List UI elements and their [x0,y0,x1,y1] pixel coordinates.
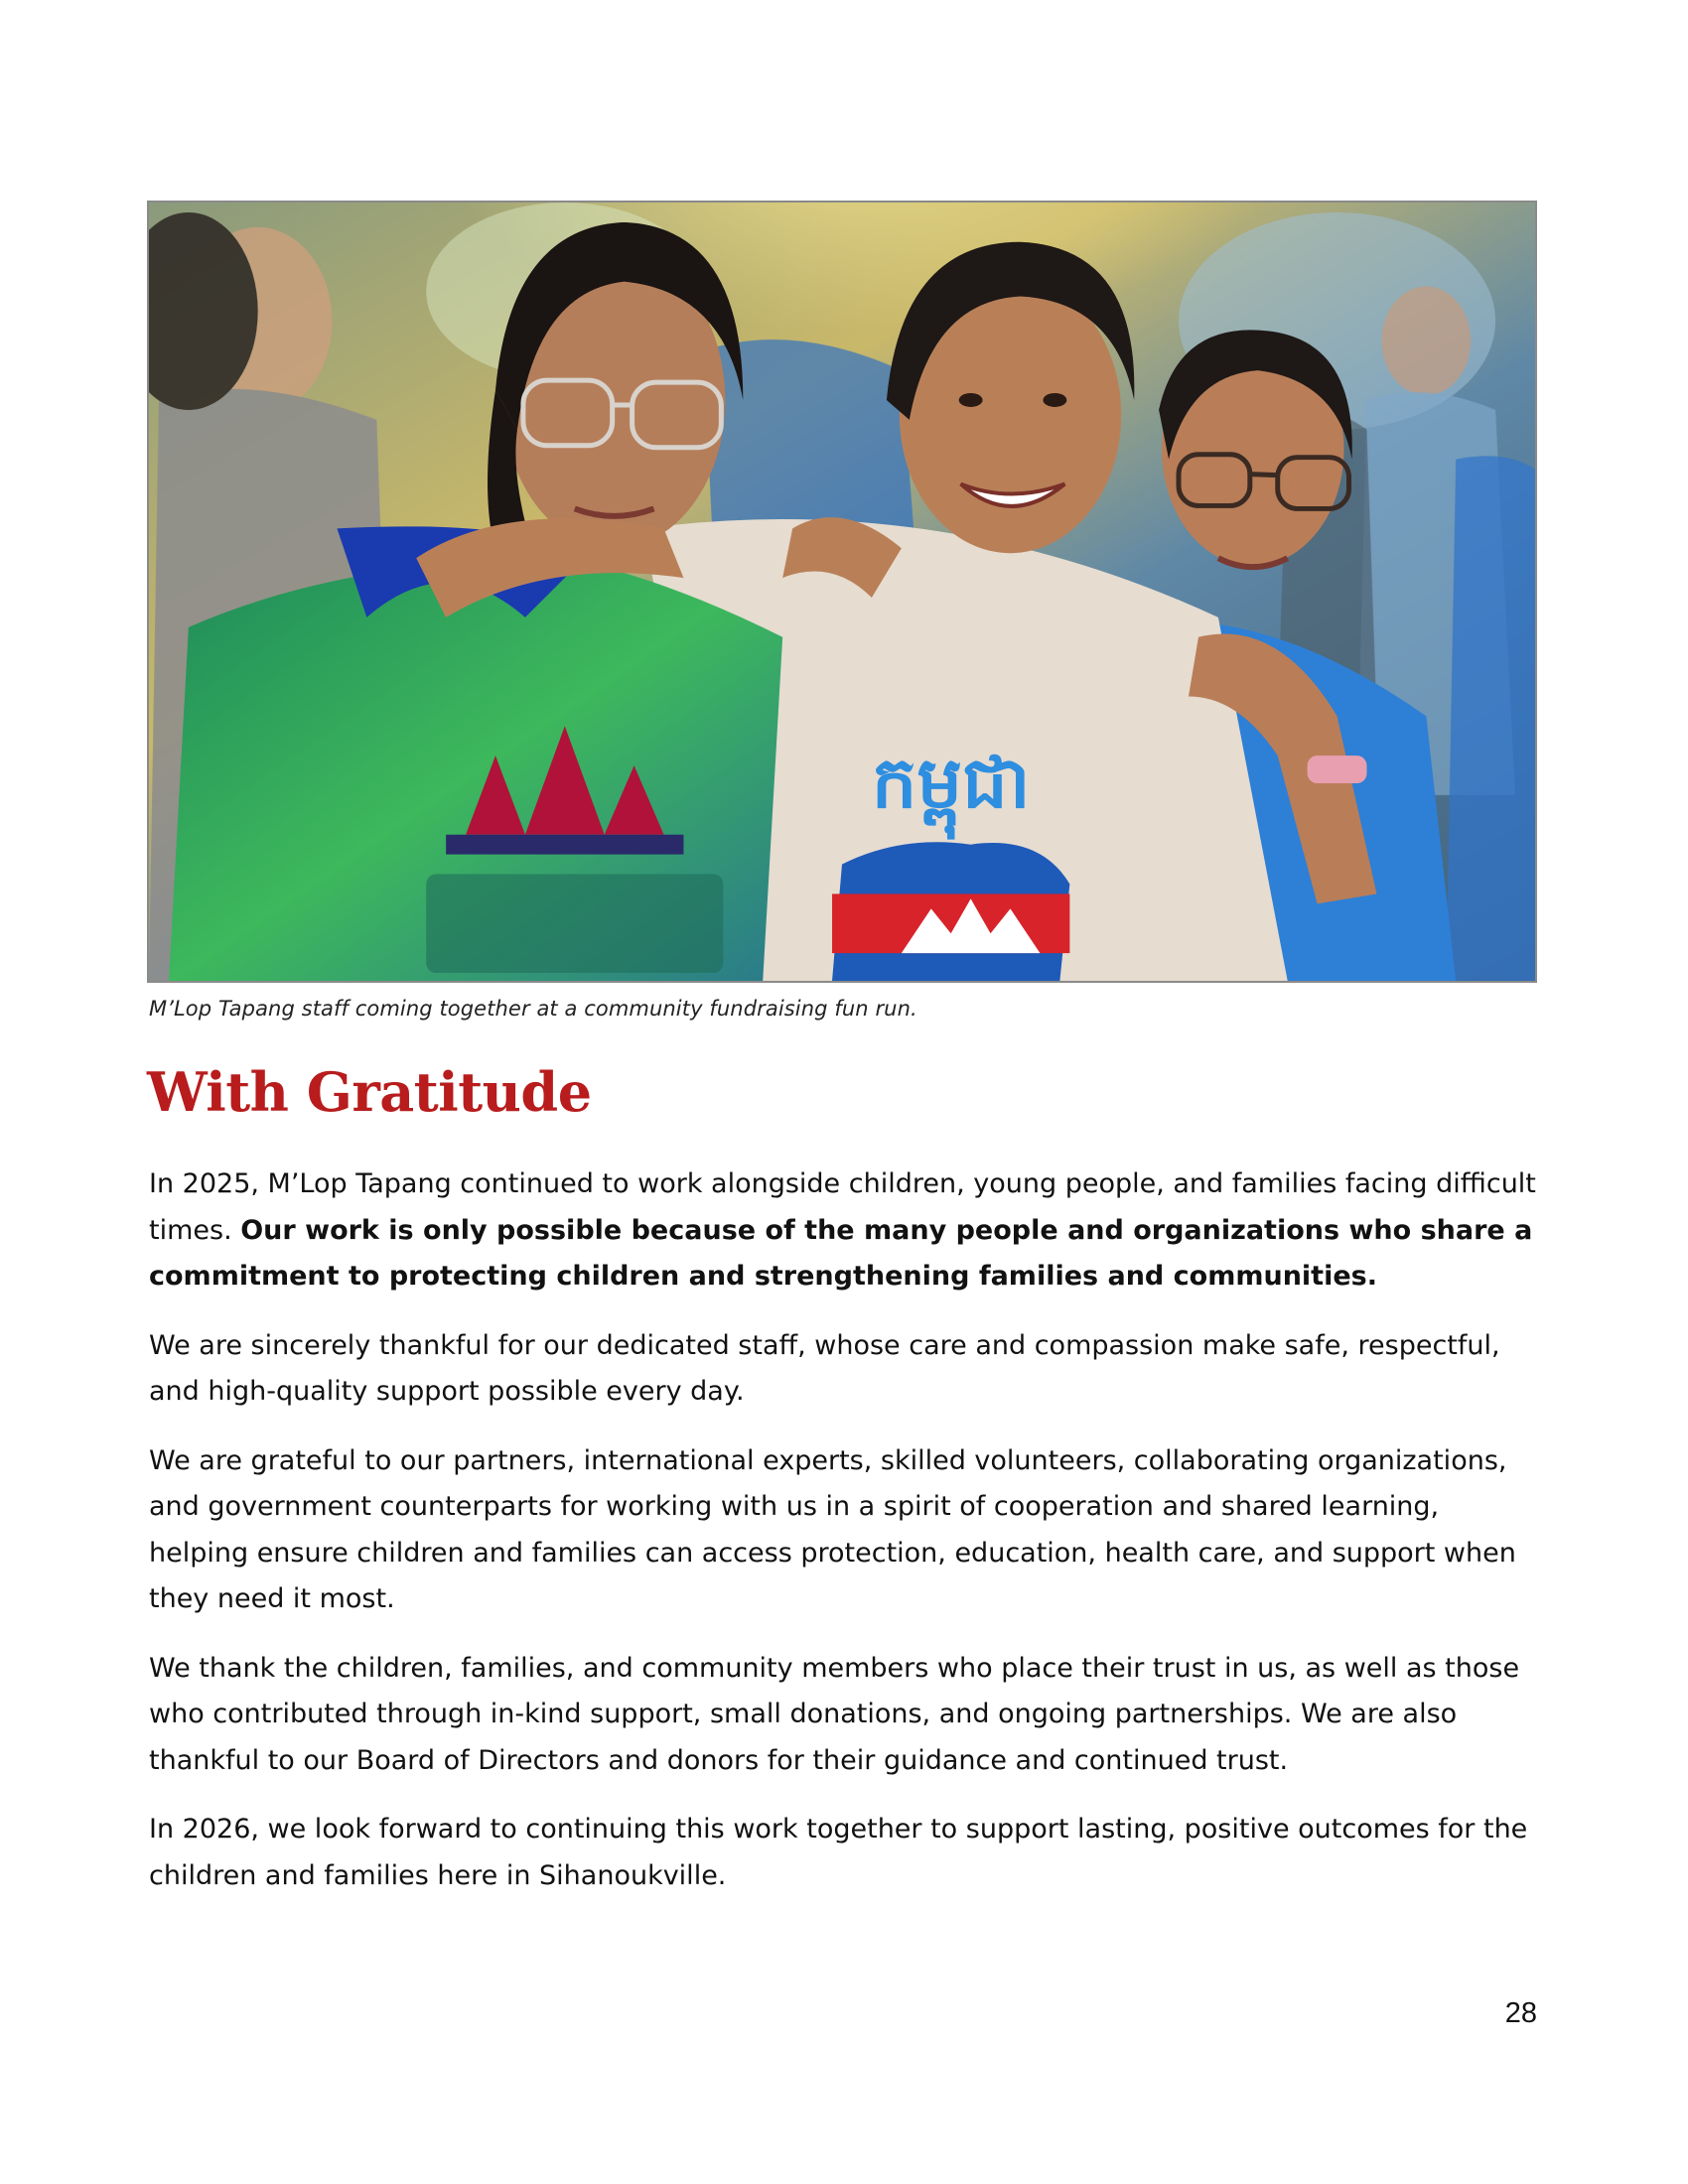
page-number: 28 [1504,1997,1537,2029]
staff-photo [147,201,1537,983]
paragraph-community: We thank the children, families, and community members who place their trust in us, as well as those who contributed through in-kind support, small donations, and ongoing partnerships. We are also thankful to our Board of Directors and donors for their guidance and continued trust. [149,1652,1520,1776]
paragraph-intro-bold: Our work is only possible because of the many people and organizations who share a commitment to protecting children and strengthening families and communities. [149,1214,1533,1292]
paragraph-intro-text: In 2025, M’Lop Tapang continued to work alongside children, young people, and families facing difficult times. [149,1168,1536,1246]
section-heading: With Gratitude [147,1060,592,1124]
paragraph-partners: We are grateful to our partners, international experts, skilled volunteers, collaborating organizations, and government counterparts for working with us in a spirit of cooperation and shared learning, helping ensure children and families can access protection, education, health care, and support when they need it most. [149,1444,1516,1614]
shirt-print-text: កម្ពុជា [871,740,1031,824]
paragraph-intro [149,1161,1539,1300]
paragraph-staff: We are sincerely thankful for our dedicated staff, whose care and compassion make safe, respectful, and high-quality support possible every day. [149,1329,1500,1407]
paragraph-outlook: In 2026, we look forward to continuing this work together to support lasting, positive outcomes for the children and families here in Sihanoukville. [149,1814,1528,1891]
staff-photo-illustration [149,203,1535,981]
body-text [149,1161,1539,1922]
photo-caption: M’Lop Tapang staff coming together at a community fundraising fun run. [149,997,917,1021]
